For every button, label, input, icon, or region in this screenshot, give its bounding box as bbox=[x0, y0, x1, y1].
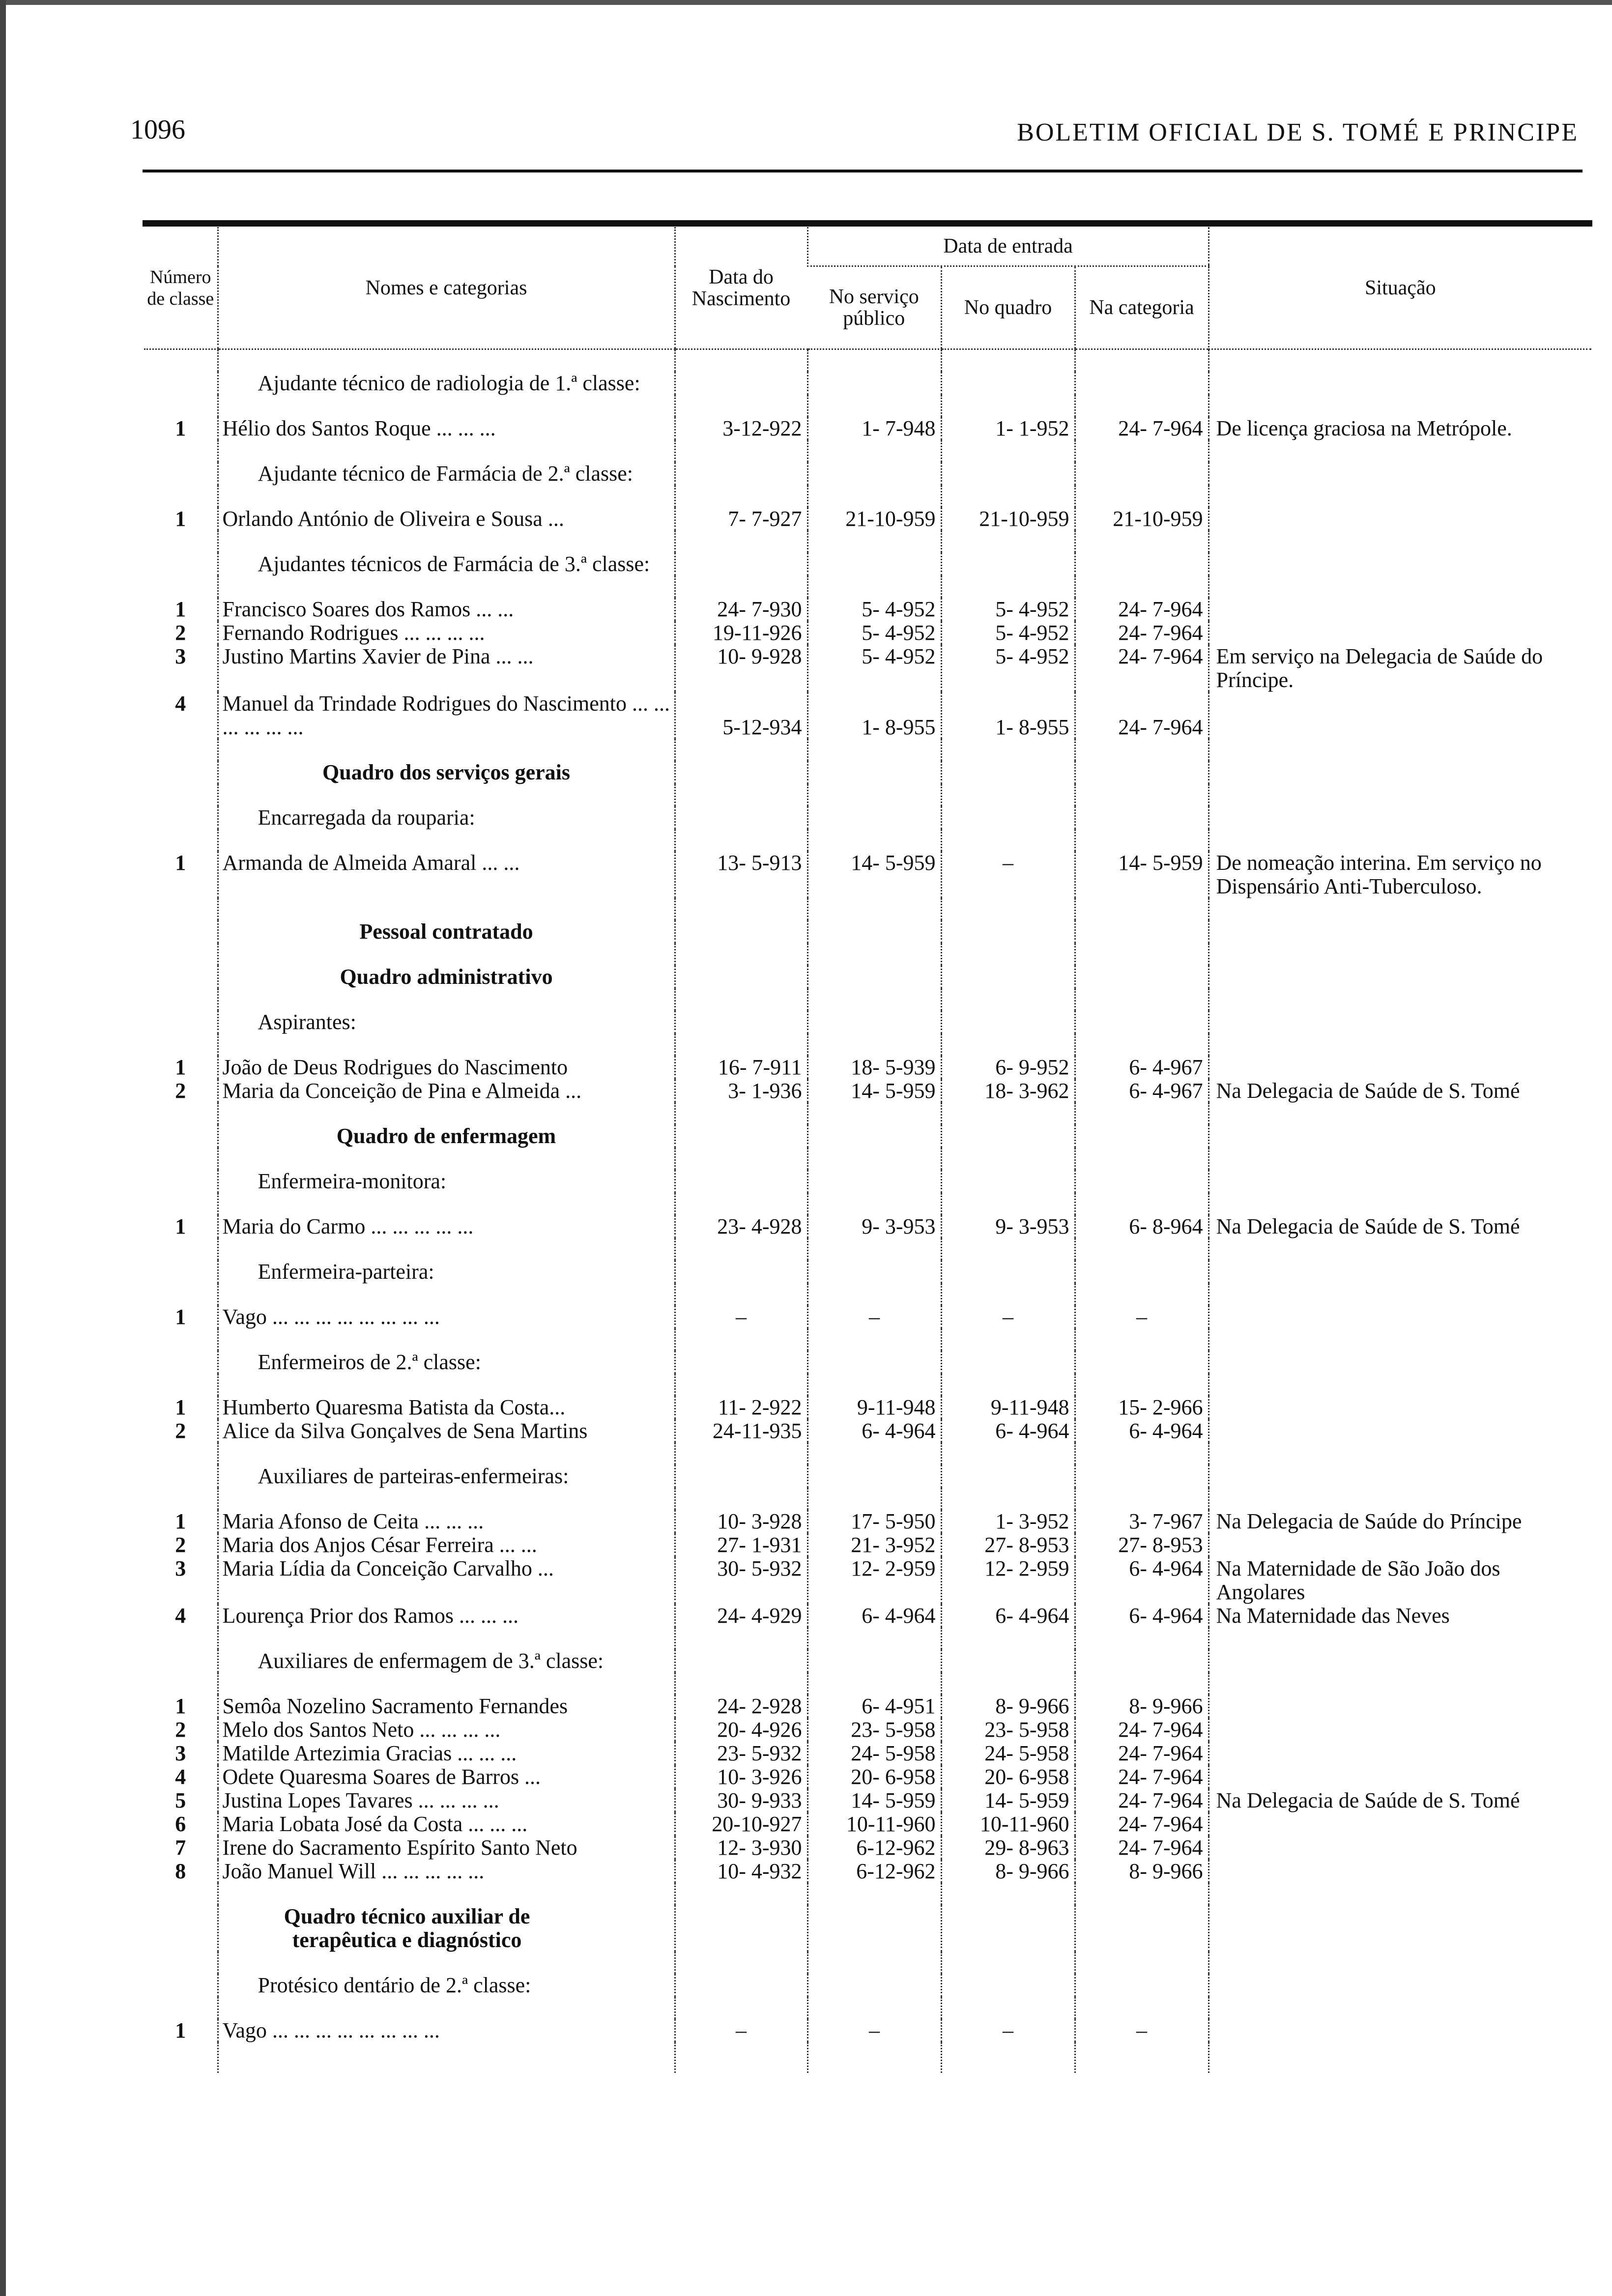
row-number: 1 bbox=[175, 507, 186, 531]
table-row bbox=[144, 417, 1591, 440]
col-header-situacao: Situação bbox=[1209, 227, 1591, 349]
category-title: Ajudantes técnicos de Farmácia de 3.ª classe: bbox=[218, 552, 675, 576]
category-title: Auxiliares de parteiras-enfermeiras: bbox=[218, 1464, 675, 1488]
section-heading: Pessoal contratado bbox=[218, 920, 675, 944]
person-name: Melo dos Santos Neto ... ... ... ... bbox=[218, 1718, 675, 1742]
table-row bbox=[144, 621, 1591, 645]
table-row bbox=[144, 851, 1591, 898]
birth-date: – bbox=[675, 2019, 807, 2042]
table-row bbox=[144, 1718, 1591, 1742]
situation bbox=[1209, 1419, 1591, 1443]
person-name: João de Deus Rodrigues do Nascimento bbox=[218, 1056, 675, 1079]
person-name: Maria da Conceição de Pina e Almeida ... bbox=[218, 1079, 675, 1103]
situation bbox=[1209, 1694, 1591, 1718]
birth-date: 23- 5-932 bbox=[675, 1742, 807, 1765]
situation bbox=[1209, 1860, 1591, 1883]
category-date: 6- 4-964 bbox=[1075, 1419, 1209, 1443]
birth-date: 30- 9-933 bbox=[675, 1789, 807, 1812]
service-date: 14- 5-959 bbox=[807, 851, 941, 898]
staff-date: 8- 9-966 bbox=[941, 1860, 1075, 1883]
category-row bbox=[144, 1464, 1591, 1488]
person-name: Vago ... ... ... ... ... ... ... ... bbox=[218, 1305, 675, 1329]
category-date: 6- 4-964 bbox=[1075, 1604, 1209, 1628]
category-date: 6- 8-964 bbox=[1075, 1215, 1209, 1238]
person-name: Odete Quaresma Soares de Barros ... bbox=[218, 1765, 675, 1789]
situation bbox=[1209, 1718, 1591, 1742]
category-date: – bbox=[1075, 1305, 1209, 1329]
staff-date: 6- 4-964 bbox=[941, 1604, 1075, 1628]
birth-date: 20- 4-926 bbox=[675, 1718, 807, 1742]
row-number: 4 bbox=[175, 1604, 186, 1628]
table-row bbox=[144, 1305, 1591, 1329]
service-date: 12- 2-959 bbox=[807, 1557, 941, 1604]
birth-date: 24- 4-929 bbox=[675, 1604, 807, 1628]
birth-date: 23- 4-928 bbox=[675, 1215, 807, 1238]
row-number: 4 bbox=[175, 1765, 186, 1789]
birth-date: 16- 7-911 bbox=[675, 1056, 807, 1079]
scan-edge-top bbox=[0, 0, 1612, 5]
category-title: Auxiliares de enfermagem de 3.ª classe: bbox=[218, 1649, 675, 1673]
staff-date: 5- 4-952 bbox=[941, 645, 1075, 692]
category-date: 14- 5-959 bbox=[1075, 851, 1209, 898]
person-name: Maria Afonso de Ceita ... ... ... bbox=[218, 1510, 675, 1533]
section-heading-row bbox=[144, 1124, 1591, 1148]
person-name: Irene do Sacramento Espírito Santo Neto bbox=[218, 1836, 675, 1860]
row-number: 2 bbox=[175, 1533, 186, 1557]
personnel-table bbox=[144, 227, 1591, 2073]
table-row bbox=[144, 1510, 1591, 1533]
birth-date: 3- 1-936 bbox=[675, 1079, 807, 1103]
birth-date: 19-11-926 bbox=[675, 621, 807, 645]
person-name: Maria Lídia da Conceição Carvalho ... bbox=[218, 1557, 675, 1604]
birth-date: 5-12-934 bbox=[675, 692, 807, 739]
staff-date: 12- 2-959 bbox=[941, 1557, 1075, 1604]
category-date: 24- 7-964 bbox=[1075, 1836, 1209, 1860]
category-row bbox=[144, 1350, 1591, 1374]
situation bbox=[1209, 1765, 1591, 1789]
staff-date: 21-10-959 bbox=[941, 507, 1075, 531]
section-heading-row bbox=[144, 1905, 1591, 1952]
row-number: 1 bbox=[175, 851, 186, 875]
table-row bbox=[144, 1604, 1591, 1628]
situation bbox=[1209, 507, 1591, 531]
situation bbox=[1209, 1836, 1591, 1860]
category-date: 24- 7-964 bbox=[1075, 692, 1209, 739]
situation bbox=[1209, 1742, 1591, 1765]
service-date: 1- 7-948 bbox=[807, 417, 941, 440]
service-date: 5- 4-952 bbox=[807, 621, 941, 645]
col-header-entrada: Data de entrada bbox=[807, 227, 1209, 266]
birth-date: 20-10-927 bbox=[675, 1812, 807, 1836]
category-date: – bbox=[1075, 2019, 1209, 2042]
category-row bbox=[144, 1170, 1591, 1193]
service-date: 6- 4-964 bbox=[807, 1419, 941, 1443]
person-name: Armanda de Almeida Amaral ... ... bbox=[218, 851, 675, 898]
category-date: 24- 7-964 bbox=[1075, 1789, 1209, 1812]
row-number: 7 bbox=[175, 1836, 186, 1860]
situation bbox=[1209, 692, 1591, 739]
category-date: 24- 7-964 bbox=[1075, 1765, 1209, 1789]
person-name: Vago ... ... ... ... ... ... ... ... bbox=[218, 2019, 675, 2042]
category-row bbox=[144, 1649, 1591, 1673]
category-title: Aspirantes: bbox=[218, 1010, 675, 1034]
person-name: Maria Lobata José da Costa ... ... ... bbox=[218, 1812, 675, 1836]
category-date: 24- 7-964 bbox=[1075, 1812, 1209, 1836]
table-row bbox=[144, 1694, 1591, 1718]
staff-date: 14- 5-959 bbox=[941, 1789, 1075, 1812]
staff-date: 24- 5-958 bbox=[941, 1742, 1075, 1765]
situation bbox=[1209, 621, 1591, 645]
category-date: 6- 4-964 bbox=[1075, 1557, 1209, 1604]
service-date: 9-11-948 bbox=[807, 1396, 941, 1419]
service-date: 14- 5-959 bbox=[807, 1789, 941, 1812]
birth-date: 11- 2-922 bbox=[675, 1396, 807, 1419]
staff-date: 5- 4-952 bbox=[941, 598, 1075, 621]
staff-date: 9-11-948 bbox=[941, 1396, 1075, 1419]
category-date: 8- 9-966 bbox=[1075, 1860, 1209, 1883]
staff-date: – bbox=[941, 1305, 1075, 1329]
staff-date: 6- 9-952 bbox=[941, 1056, 1075, 1079]
col-header-servico: No serviço público bbox=[807, 266, 941, 349]
table-row bbox=[144, 1742, 1591, 1765]
row-number: 1 bbox=[175, 1214, 186, 1238]
category-date: 21-10-959 bbox=[1075, 507, 1209, 531]
birth-date: 3-12-922 bbox=[675, 417, 807, 440]
category-date: 3- 7-967 bbox=[1075, 1510, 1209, 1533]
table-row bbox=[144, 645, 1591, 692]
birth-date: 24-11-935 bbox=[675, 1419, 807, 1443]
birth-date: 10- 4-932 bbox=[675, 1860, 807, 1883]
table-row bbox=[144, 1419, 1591, 1443]
section-heading-row bbox=[144, 920, 1591, 944]
person-name: Matilde Artezimia Gracias ... ... ... bbox=[218, 1742, 675, 1765]
situation bbox=[1209, 1396, 1591, 1419]
table-row bbox=[144, 1812, 1591, 1836]
staff-date: 20- 6-958 bbox=[941, 1765, 1075, 1789]
category-title: Protésico dentário de 2.ª classe: bbox=[218, 1974, 675, 1997]
person-name: Francisco Soares dos Ramos ... ... bbox=[218, 598, 675, 621]
row-number: 6 bbox=[175, 1812, 186, 1836]
situation bbox=[1209, 598, 1591, 621]
person-name: Semôa Nozelino Sacramento Fernandes bbox=[218, 1694, 675, 1718]
category-date: 24- 7-964 bbox=[1075, 621, 1209, 645]
service-date: 6-12-962 bbox=[807, 1836, 941, 1860]
section-heading-row bbox=[144, 965, 1591, 989]
section-heading: Quadro de enfermagem bbox=[218, 1124, 675, 1148]
birth-date: 27- 1-931 bbox=[675, 1533, 807, 1557]
col-header-quadro: No quadro bbox=[941, 266, 1075, 349]
section-heading: Quadro técnico auxiliar de terapêutica e diagnóstico bbox=[218, 1905, 675, 1952]
staff-date: 1- 3-952 bbox=[941, 1510, 1075, 1533]
person-name: Maria do Carmo ... ... ... ... ... bbox=[218, 1215, 675, 1238]
service-date: 6- 4-951 bbox=[807, 1694, 941, 1718]
row-number: 1 bbox=[175, 2018, 186, 2042]
category-date: 24- 7-964 bbox=[1075, 417, 1209, 440]
situation bbox=[1209, 1812, 1591, 1836]
category-row bbox=[144, 1260, 1591, 1284]
section-heading-row bbox=[144, 761, 1591, 784]
staff-date: 23- 5-958 bbox=[941, 1718, 1075, 1742]
person-name: Orlando António de Oliveira e Sousa ... bbox=[218, 507, 675, 531]
col-header-categoria: Na categoria bbox=[1075, 266, 1209, 349]
row-number: 1 bbox=[175, 1305, 186, 1329]
birth-date: 10- 9-928 bbox=[675, 645, 807, 692]
category-date: 24- 7-964 bbox=[1075, 1718, 1209, 1742]
table-row bbox=[144, 1860, 1591, 1883]
situation: Em serviço na Delegacia de Saúde do Príncipe. bbox=[1209, 645, 1591, 692]
service-date: 14- 5-959 bbox=[807, 1079, 941, 1103]
service-date: 23- 5-958 bbox=[807, 1718, 941, 1742]
person-name: Alice da Silva Gonçalves de Sena Martins bbox=[218, 1419, 675, 1443]
situation bbox=[1209, 1533, 1591, 1557]
situation bbox=[1209, 1056, 1591, 1079]
birth-date: 30- 5-932 bbox=[675, 1557, 807, 1604]
staff-date: 8- 9-966 bbox=[941, 1694, 1075, 1718]
person-name: Lourença Prior dos Ramos ... ... ... bbox=[218, 1604, 675, 1628]
birth-date: 24- 7-930 bbox=[675, 598, 807, 621]
row-number: 1 bbox=[175, 1509, 186, 1533]
person-name: Justina Lopes Tavares ... ... ... ... bbox=[218, 1789, 675, 1812]
row-number: 1 bbox=[175, 1694, 186, 1718]
category-title: Enfermeira-parteira: bbox=[218, 1260, 675, 1284]
service-date: – bbox=[807, 2019, 941, 2042]
category-date: 24- 7-964 bbox=[1075, 645, 1209, 692]
row-number: 1 bbox=[175, 416, 186, 440]
table-row bbox=[144, 692, 1591, 739]
service-date: 5- 4-952 bbox=[807, 645, 941, 692]
situation: De nomeação interina. Em serviço no Dispensário Anti-Tuberculoso. bbox=[1209, 851, 1591, 898]
person-name: Maria dos Anjos César Ferreira ... ... bbox=[218, 1533, 675, 1557]
table-body bbox=[144, 349, 1591, 2073]
person-name: Manuel da Trindade Rodrigues do Nascimento ... ... ... ... ... ... bbox=[218, 692, 675, 739]
table-row bbox=[144, 1396, 1591, 1419]
table-row bbox=[144, 1557, 1591, 1604]
category-date: 6- 4-967 bbox=[1075, 1079, 1209, 1103]
table-row bbox=[144, 598, 1591, 621]
birth-date: 24- 2-928 bbox=[675, 1694, 807, 1718]
staff-date: 27- 8-953 bbox=[941, 1533, 1075, 1557]
table-row bbox=[144, 1215, 1591, 1238]
service-date: 1- 8-955 bbox=[807, 692, 941, 739]
service-date: 6-12-962 bbox=[807, 1860, 941, 1883]
staff-date: 6- 4-964 bbox=[941, 1419, 1075, 1443]
category-row bbox=[144, 1010, 1591, 1034]
row-number: 1 bbox=[175, 597, 186, 621]
staff-date: 10-11-960 bbox=[941, 1812, 1075, 1836]
category-row bbox=[144, 806, 1591, 830]
row-number: 4 bbox=[175, 691, 186, 716]
row-number: 1 bbox=[175, 1395, 186, 1419]
table-row bbox=[144, 2019, 1591, 2042]
birth-date: 12- 3-930 bbox=[675, 1836, 807, 1860]
birth-date: – bbox=[675, 1305, 807, 1329]
staff-date: 5- 4-952 bbox=[941, 621, 1075, 645]
service-date: 10-11-960 bbox=[807, 1812, 941, 1836]
table-row bbox=[144, 1056, 1591, 1079]
birth-date: 13- 5-913 bbox=[675, 851, 807, 898]
situation: Na Delegacia de Saúde do Príncipe bbox=[1209, 1510, 1591, 1533]
table-row bbox=[144, 1789, 1591, 1812]
situation: Na Maternidade de São João dos Angolares bbox=[1209, 1557, 1591, 1604]
staff-date: 9- 3-953 bbox=[941, 1215, 1075, 1238]
category-date: 6- 4-967 bbox=[1075, 1056, 1209, 1079]
category-row bbox=[144, 462, 1591, 486]
person-name: Hélio dos Santos Roque ... ... ... bbox=[218, 417, 675, 440]
service-date: 24- 5-958 bbox=[807, 1742, 941, 1765]
row-number: 2 bbox=[175, 621, 186, 645]
row-number: 5 bbox=[175, 1788, 186, 1812]
service-date: 20- 6-958 bbox=[807, 1765, 941, 1789]
staff-date: 1- 1-952 bbox=[941, 417, 1075, 440]
category-date: 15- 2-966 bbox=[1075, 1396, 1209, 1419]
row-number: 2 bbox=[175, 1419, 186, 1443]
row-number: 1 bbox=[175, 1055, 186, 1079]
situation: Na Delegacia de Saúde de S. Tomé bbox=[1209, 1215, 1591, 1238]
service-date: 6- 4-964 bbox=[807, 1604, 941, 1628]
section-heading: Quadro dos serviços gerais bbox=[218, 761, 675, 784]
situation: Na Delegacia de Saúde de S. Tomé bbox=[1209, 1789, 1591, 1812]
situation: De licença graciosa na Metrópole. bbox=[1209, 417, 1591, 440]
table-row bbox=[144, 1836, 1591, 1860]
service-date: 18- 5-939 bbox=[807, 1056, 941, 1079]
situation bbox=[1209, 1305, 1591, 1329]
table-row bbox=[144, 1079, 1591, 1103]
birth-date: 10- 3-926 bbox=[675, 1765, 807, 1789]
category-title: Enfermeiros de 2.ª classe: bbox=[218, 1350, 675, 1374]
row-number: 3 bbox=[175, 644, 186, 668]
row-number: 3 bbox=[175, 1741, 186, 1765]
row-number: 3 bbox=[175, 1556, 186, 1580]
category-row bbox=[144, 1974, 1591, 1997]
staff-date: 18- 3-962 bbox=[941, 1079, 1075, 1103]
category-date: 24- 7-964 bbox=[1075, 1742, 1209, 1765]
birth-date: 10- 3-928 bbox=[675, 1510, 807, 1533]
person-name: Fernando Rodrigues ... ... ... ... bbox=[218, 621, 675, 645]
person-name: Justino Martins Xavier de Pina ... ... bbox=[218, 645, 675, 692]
table-header bbox=[144, 227, 1591, 349]
category-title: Ajudante técnico de Farmácia de 2.ª classe: bbox=[218, 462, 675, 486]
scan-edge-left bbox=[0, 0, 6, 2296]
category-date: 24- 7-964 bbox=[1075, 598, 1209, 621]
situation bbox=[1209, 2019, 1591, 2042]
birth-date: 7- 7-927 bbox=[675, 507, 807, 531]
col-header-nascimento: Data do Nascimento bbox=[675, 227, 807, 349]
service-date: 17- 5-950 bbox=[807, 1510, 941, 1533]
page-number: 1096 bbox=[130, 115, 185, 145]
row-number: 8 bbox=[175, 1859, 186, 1883]
situation: Na Delegacia de Saúde de S. Tomé bbox=[1209, 1079, 1591, 1103]
category-date: 27- 8-953 bbox=[1075, 1533, 1209, 1557]
service-date: 21- 3-952 bbox=[807, 1533, 941, 1557]
col-header-numero: Número de classe bbox=[144, 227, 218, 349]
staff-date: 1- 8-955 bbox=[941, 692, 1075, 739]
category-date: 8- 9-966 bbox=[1075, 1694, 1209, 1718]
service-date: 5- 4-952 bbox=[807, 598, 941, 621]
row-number: 2 bbox=[175, 1718, 186, 1742]
bulletin-title: BOLETIM OFICIAL DE S. TOMÉ E PRINCIPE bbox=[1017, 118, 1579, 146]
category-title: Encarregada da rouparia: bbox=[218, 806, 675, 830]
staff-date: – bbox=[941, 851, 1075, 898]
col-header-nomes: Nomes e categorias bbox=[218, 227, 675, 349]
situation: Na Maternidade das Neves bbox=[1209, 1604, 1591, 1628]
table-row bbox=[144, 507, 1591, 531]
category-row bbox=[144, 552, 1591, 576]
service-date: – bbox=[807, 1305, 941, 1329]
person-name: João Manuel Will ... ... ... ... ... bbox=[218, 1860, 675, 1883]
staff-date: 29- 8-963 bbox=[941, 1836, 1075, 1860]
category-title: Enfermeira-monitora: bbox=[218, 1170, 675, 1193]
header-rule bbox=[143, 170, 1583, 172]
row-number: 2 bbox=[175, 1079, 186, 1103]
service-date: 9- 3-953 bbox=[807, 1215, 941, 1238]
staff-date: – bbox=[941, 2019, 1075, 2042]
person-name: Humberto Quaresma Batista da Costa... bbox=[218, 1396, 675, 1419]
category-title: Ajudante técnico de radiologia de 1.ª classe: bbox=[218, 372, 675, 395]
table-top-rule bbox=[143, 220, 1592, 227]
table-row bbox=[144, 1533, 1591, 1557]
table-row bbox=[144, 1765, 1591, 1789]
service-date: 21-10-959 bbox=[807, 507, 941, 531]
section-heading: Quadro administrativo bbox=[218, 965, 675, 989]
category-row bbox=[144, 372, 1591, 395]
